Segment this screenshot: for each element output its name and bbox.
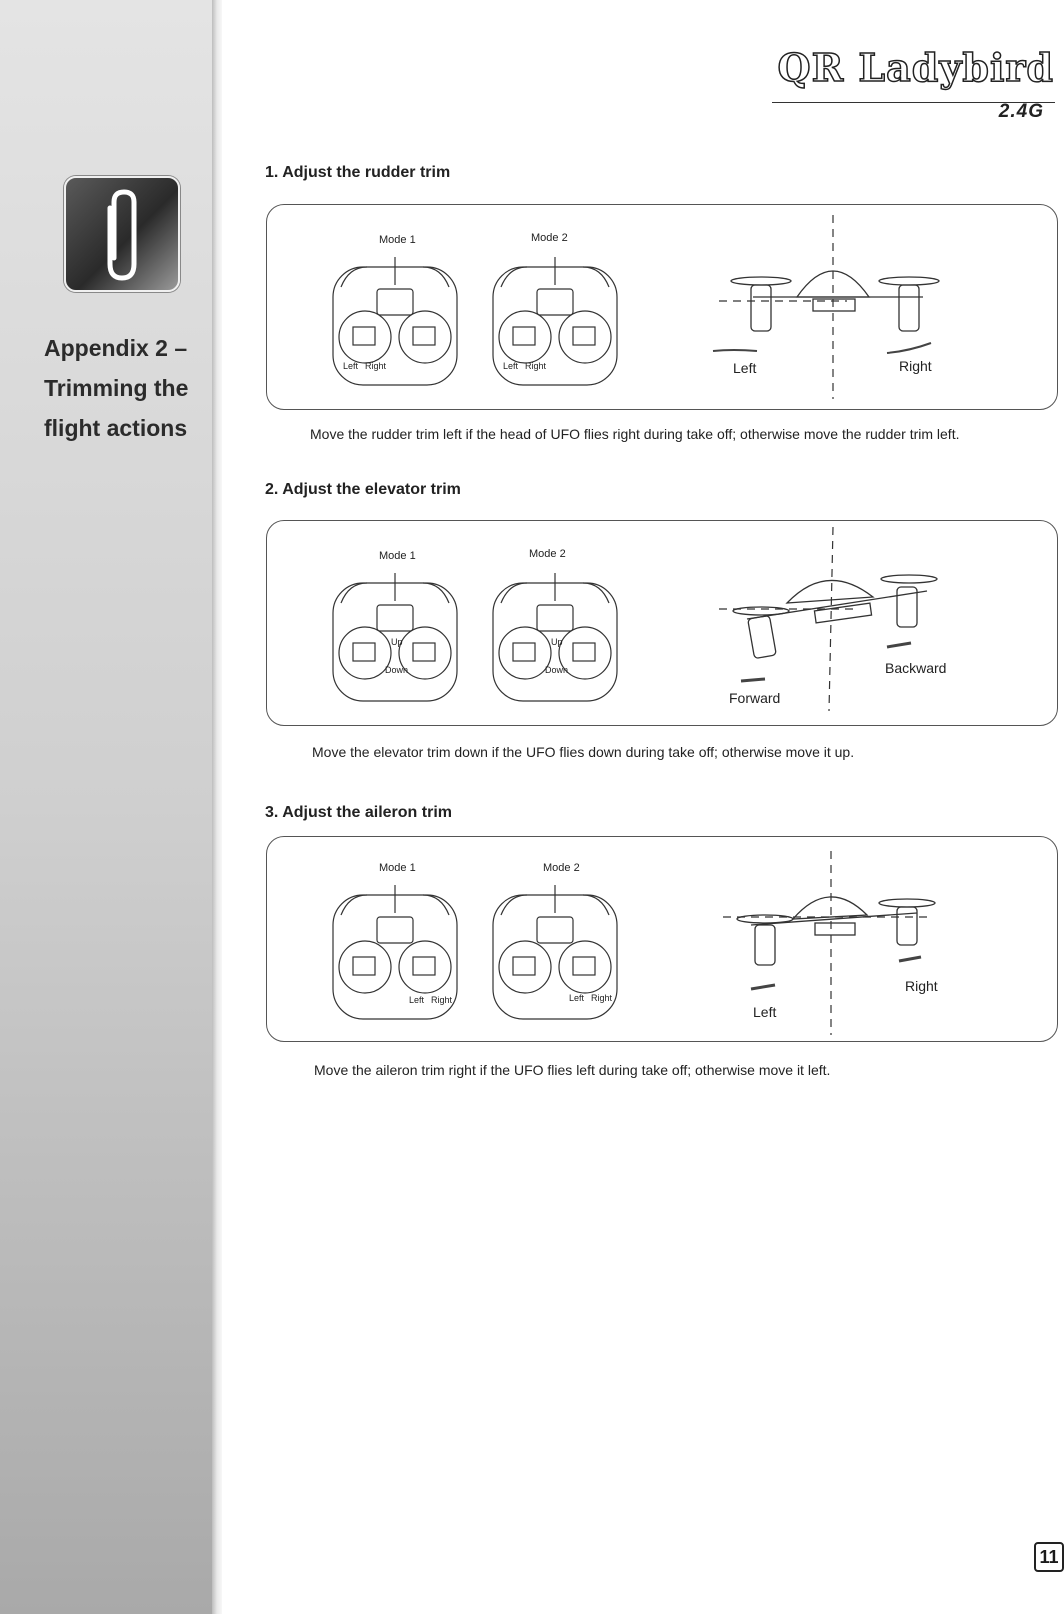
aileron-trim-panel <box>266 836 1058 1042</box>
brand-logo <box>778 46 1055 90</box>
appendix-title-line: Appendix 2 – <box>44 335 188 361</box>
section-caption: Move the elevator trim down if the UFO flies down during take off; otherwise move it up. <box>312 744 855 760</box>
arrow-icon <box>887 343 931 353</box>
trim-right-label: Right <box>365 361 387 371</box>
page-number: 11 <box>1034 1542 1064 1572</box>
appendix-title-line: flight actions <box>44 415 188 441</box>
brand-subtitle: 2.4G <box>998 101 1044 122</box>
elevator-trim-panel <box>266 520 1058 726</box>
drone-direction-label: Left <box>733 360 757 376</box>
section-heading: 1. Adjust the rudder trim <box>265 164 451 181</box>
arrow-icon <box>751 985 775 989</box>
drone-icon <box>733 575 937 659</box>
drone-direction-label: Backward <box>885 660 947 676</box>
paperclip-icon <box>64 176 180 292</box>
trim-right-label: Right <box>431 995 453 1005</box>
drone-icon <box>737 897 935 965</box>
mode2-label: Mode 2 <box>531 232 568 244</box>
arrow-icon <box>741 679 765 681</box>
drone-direction-label: Right <box>899 358 932 374</box>
drone-direction-label: Right <box>905 978 938 994</box>
brand-title: QR Ladybird <box>777 45 1054 90</box>
mode2-label: Mode 2 <box>529 548 566 560</box>
trim-left-label: Left <box>409 995 425 1005</box>
appendix-title-line: Trimming the <box>44 375 189 401</box>
trim-down-label: Down <box>385 665 409 675</box>
section-caption: Move the rudder trim left if the head of UFO flies right during take off; otherwise move the rudder trim left. <box>310 426 960 442</box>
section-heading: 3. Adjust the aileron trim <box>265 804 452 821</box>
section-caption: Move the aileron trim right if the UFO flies left during take off; otherwise move it left. <box>314 1062 831 1078</box>
mode1-label: Mode 1 <box>379 234 416 246</box>
mode1-label: Mode 1 <box>379 862 416 874</box>
trim-left-label: Left <box>569 993 585 1003</box>
mode1-label: Mode 1 <box>379 550 416 562</box>
trim-left-label: Left <box>343 361 359 371</box>
arrow-icon <box>899 957 921 961</box>
trim-up-label: Up <box>391 637 403 647</box>
trim-down-label: Down <box>545 665 569 675</box>
appendix-title <box>44 328 212 448</box>
section-heading: 2. Adjust the elevator trim <box>265 481 461 498</box>
arrow-icon <box>887 643 911 647</box>
arrow-icon <box>713 350 757 351</box>
rudder-trim-panel <box>266 204 1058 410</box>
mode2-label: Mode 2 <box>543 862 580 874</box>
trim-right-label: Right <box>525 361 547 371</box>
drone-direction-label: Left <box>753 1004 777 1020</box>
drone-direction-label: Forward <box>729 690 781 706</box>
sidebar-edge <box>212 0 222 1614</box>
trim-right-label: Right <box>591 993 613 1003</box>
trim-up-label: Up <box>551 637 563 647</box>
trim-left-label: Left <box>503 361 519 371</box>
